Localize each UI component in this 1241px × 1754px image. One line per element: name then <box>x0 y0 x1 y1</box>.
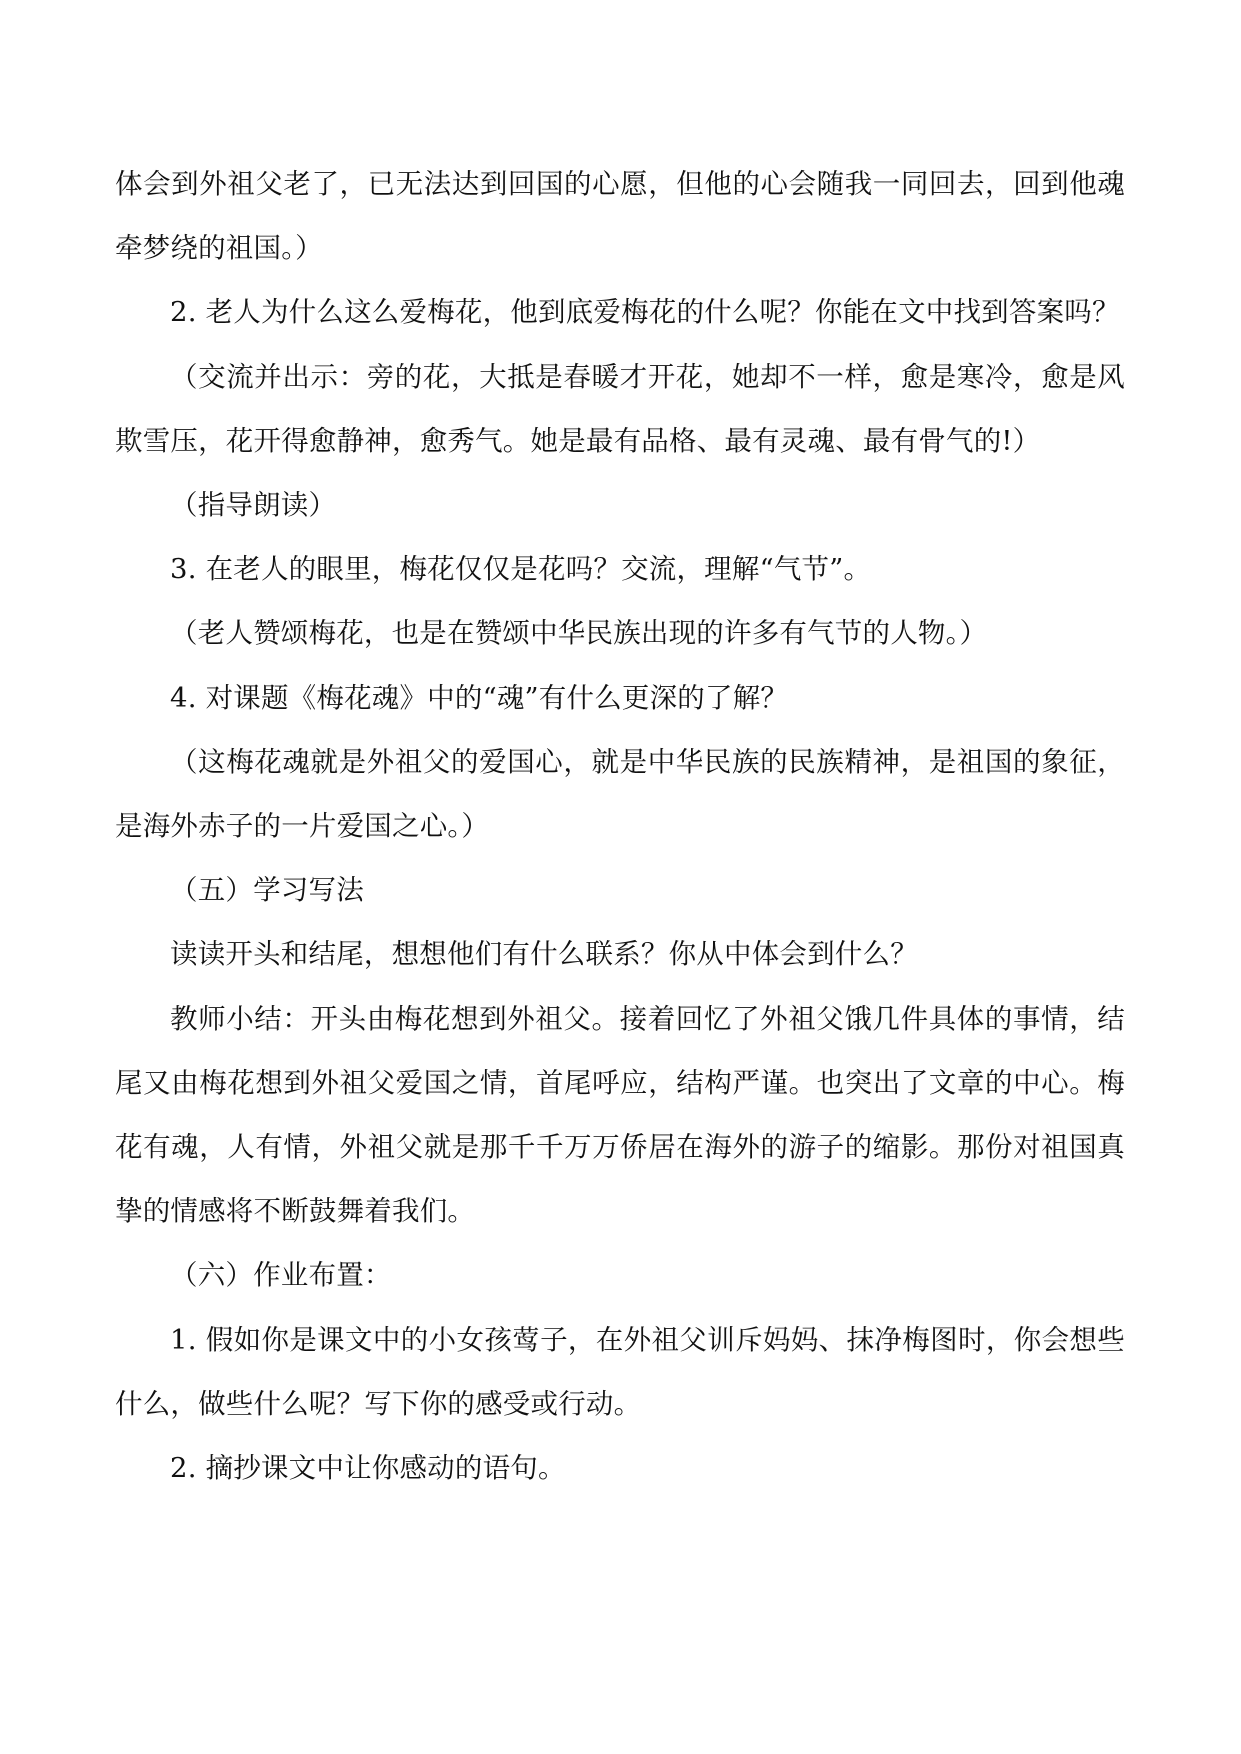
document-body <box>115 152 1125 1500</box>
answer-2: （交流并出示：旁的花，大抵是春暖才开花，她却不一样，愈是寒冷，愈是风欺雪压，花开得愈静神，愈秀气。她是最有品格、最有灵魂、最有骨气的!） <box>115 360 1125 457</box>
answer-4: （这梅花魂就是外祖父的爱国心，就是中华民族的民族精神，是祖国的象征，是海外赤子的一片爱国之心。） <box>115 745 1125 843</box>
question-2: 2. 老人为什么这么爱梅花，他到底爱梅花的什么呢？你能在文中找到答案吗？ <box>170 296 1120 329</box>
writing-question: 读读开头和结尾，想想他们有什么联系？你从中体会到什么？ <box>170 938 918 971</box>
question-3: 3. 在老人的眼里，梅花仅仅是花吗？交流，理解“气节”。 <box>170 553 872 586</box>
question-4: 4. 对课题《梅花魂》中的“魂”有什么更深的了解？ <box>170 681 789 714</box>
teacher-summary: 教师小结：开头由梅花想到外祖父。接着回忆了外祖父饿几件具体的事情，结尾又由梅花想到外祖父爱国之情，首尾呼应，结构严谨。也突出了文章的中心。梅花有魂，人有情，外祖父就是那千千万万侨居在海外的游子的缩影。那份对祖国真挚的情感将不断鼓舞着我们。 <box>115 1002 1125 1228</box>
section-heading-6: （六）作业布置： <box>170 1259 392 1292</box>
answer-3: （老人赞颂梅花，也是在赞颂中华民族出现的许多有气节的人物。） <box>170 617 988 650</box>
section-heading-5: （五）学习写法 <box>170 874 364 907</box>
reading-guidance: （指导朗读） <box>170 489 337 522</box>
paragraph-continuation: 体会到外祖父老了，已无法达到回国的心愿，但他的心会随我一同回去，回到他魂牵梦绕的祖国。） <box>115 168 1125 265</box>
homework-item-1: 1. 假如你是课文中的小女孩莺子，在外祖父训斥妈妈、抹净梅图时，你会想些什么，做些什么呢？写下你的感受或行动。 <box>115 1323 1125 1420</box>
homework-item-2: 2. 摘抄课文中让你感动的语句。 <box>170 1452 566 1485</box>
